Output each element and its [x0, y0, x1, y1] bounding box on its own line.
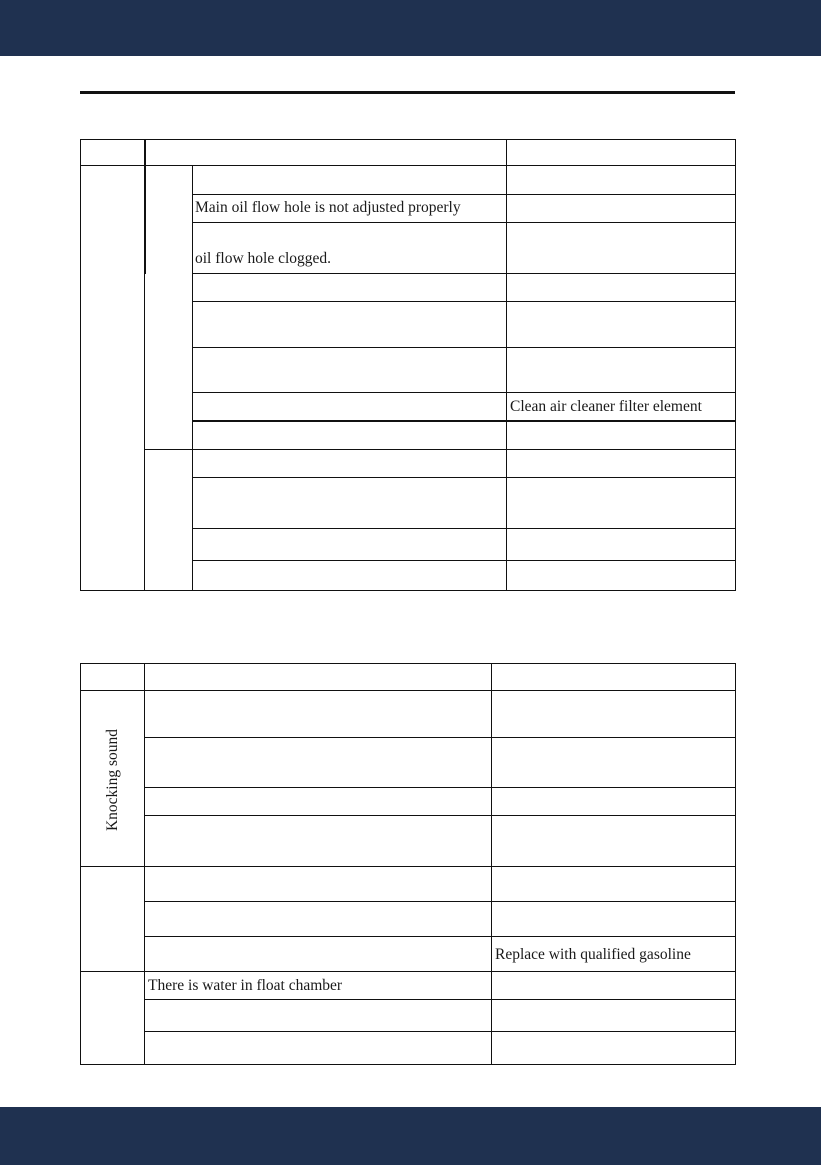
table-2-group-line	[80, 866, 736, 867]
table-2-row-line	[144, 787, 736, 788]
table-1-row-line	[192, 560, 736, 561]
table-2-row-line	[144, 1031, 736, 1032]
table-2-row-line	[144, 936, 736, 937]
table-1-row-line	[192, 194, 736, 195]
cause-cell: oil flow hole clogged.	[195, 250, 332, 267]
table-1-row-line	[192, 222, 736, 223]
table-1-group-line	[144, 449, 736, 450]
table-2-row-line	[144, 737, 736, 738]
table-1-row-line	[192, 392, 736, 393]
footer-band	[0, 1107, 821, 1165]
table-2-row-line	[144, 815, 736, 816]
table-2-row-line	[144, 999, 736, 1000]
cause-cell: There is water in float chamber	[148, 977, 343, 994]
table-1-col-divider	[506, 139, 507, 591]
table-2-border	[80, 663, 736, 1065]
header-rule	[80, 91, 735, 94]
group-label-knocking: Knocking sound	[104, 728, 121, 832]
cause-cell: Main oil flow hole is not adjusted properly	[195, 199, 461, 216]
table-1-row-line	[192, 347, 736, 348]
table-2-col-divider	[491, 663, 492, 1065]
table-1-row-line	[192, 528, 736, 529]
table-1-col-divider	[145, 139, 146, 274]
table-2-col-divider	[144, 663, 145, 1065]
table-2-header-line	[80, 690, 736, 691]
table-1-row-line	[192, 420, 736, 422]
remedy-cell: Replace with qualified gasoline	[495, 946, 691, 963]
remedy-cell: Clean air cleaner filter element	[510, 398, 702, 415]
table-2-group-line	[80, 971, 736, 972]
header-band	[0, 0, 821, 56]
table-1-row-line	[192, 477, 736, 478]
table-1-row-line	[192, 273, 736, 274]
table-1-header-line	[80, 165, 736, 166]
table-2-row-line	[144, 901, 736, 902]
table-1-row-line	[192, 301, 736, 302]
